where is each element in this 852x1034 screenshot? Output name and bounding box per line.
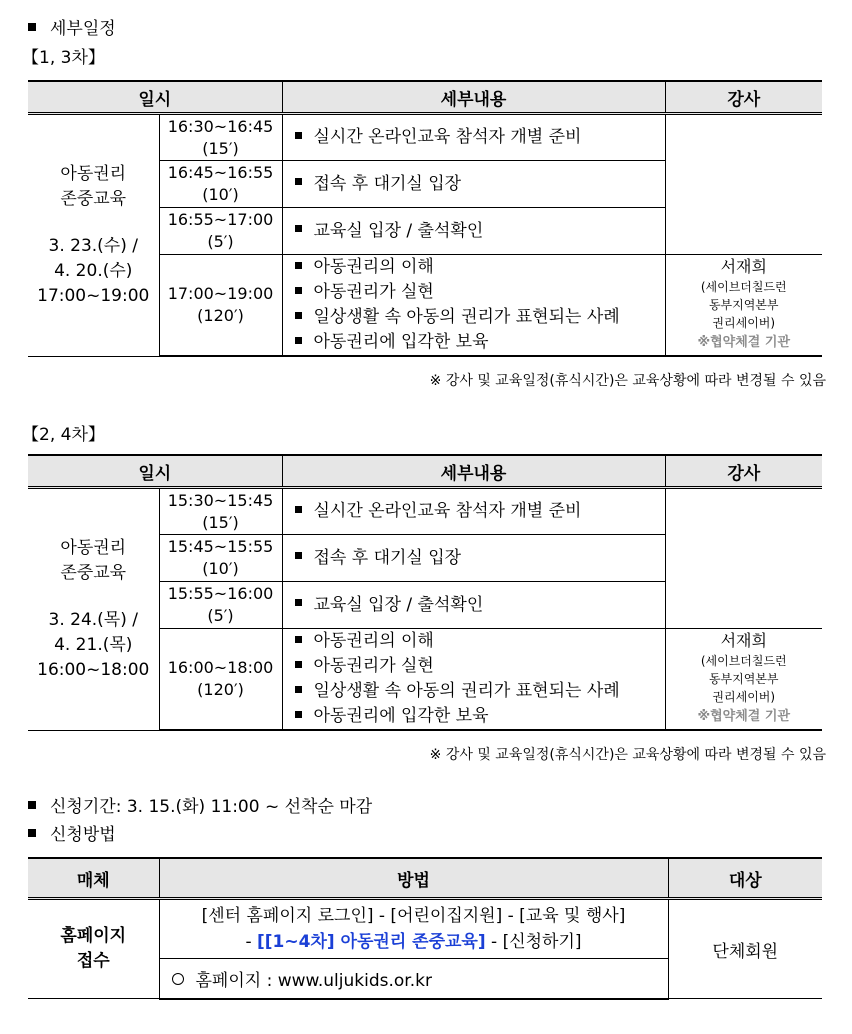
course-cell: 아동권리 존중교육 3. 24.(목) / 4. 21.(목) 16:00~18:00 (28, 488, 159, 731)
bullet-icon (28, 23, 36, 31)
section-heading-schedule: 세부일정 (28, 14, 116, 39)
homepage-url[interactable]: 홈페이지 : www.uljukids.or.kr (195, 970, 432, 991)
course-cell: 아동권리 존중교육 3. 23.(수) / 4. 20.(수) 17:00~19:00 (28, 114, 159, 357)
application-table (28, 857, 822, 1000)
header-media: 매체 (28, 858, 159, 899)
media-cell: 홈페이지 접수 (28, 899, 159, 999)
header-method: 방법 (159, 858, 668, 899)
schedule-note-2: ※ 강사 및 교육일정(휴식시간)은 교육상황에 따라 변경될 수 있음 (429, 747, 826, 763)
schedule-table-2 (28, 454, 822, 731)
time-cell: 17:00~19:00 (120′) (159, 255, 282, 357)
schedule-note-1: ※ 강사 및 교육일정(휴식시간)은 교육상황에 따라 변경될 수 있음 (429, 373, 826, 389)
bullet-icon (28, 829, 36, 837)
content-cell: 아동권리의 이해 아동권리가 실현 일상생활 속 아동의 권리가 표현되는 사례 아동권리에 입각한 보육 (282, 255, 665, 357)
bullet-icon (295, 686, 302, 693)
header-date: 일시 (28, 455, 282, 488)
instructor-cell: 서재희 (세이브더칠드런 동부지역본부 권리세이버) ※협약체결 기관 (665, 255, 822, 357)
application-period: 신청기간: 3. 15.(화) 11:00 ~ 선착순 마감 (28, 792, 372, 817)
bullet-icon (295, 132, 302, 139)
bullet-icon (295, 287, 302, 294)
bullet-icon (28, 801, 36, 809)
homepage-cell (159, 959, 668, 999)
header-target: 대상 (668, 858, 822, 899)
schedule-table-1 (28, 80, 822, 357)
content-cell: 교육실 입장 / 출석확인 (282, 208, 665, 255)
time-cell: 16:55~17:00 (5′) (159, 208, 282, 255)
time-cell: 15:45~15:55 (10′) (159, 535, 282, 582)
instructor-cell: 서재희 (세이브더칠드런 동부지역본부 권리세이버) ※협약체결 기관 (665, 629, 822, 731)
instructor-empty-cell (665, 488, 822, 629)
header-instructor: 강사 (665, 455, 822, 488)
bullet-icon (295, 599, 302, 606)
application-method-heading: 신청방법 (28, 820, 116, 845)
time-cell: 16:45~16:55 (10′) (159, 161, 282, 208)
instructor-empty-cell (665, 114, 822, 255)
time-cell: 16:00~18:00 (120′) (159, 629, 282, 731)
target-cell: 단체회원 (668, 899, 822, 999)
bullet-icon (295, 552, 302, 559)
bullet-icon (295, 636, 302, 643)
content-cell: 교육실 입장 / 출석확인 (282, 582, 665, 629)
bullet-icon (295, 337, 302, 344)
header-content: 세부내용 (282, 455, 665, 488)
time-cell: 15:55~16:00 (5′) (159, 582, 282, 629)
header-date: 일시 (28, 81, 282, 114)
content-cell: 접속 후 대기실 입장 (282, 161, 665, 208)
time-cell: 15:30~15:45 (15′) (159, 488, 282, 535)
method-path-cell: [센터 홈페이지 로그인] - [어린이집지원] - [교육 및 행사] - [[1~4차] 아동권리 존중교육] - [신청하기] (159, 899, 668, 959)
bullet-icon (295, 506, 302, 513)
bullet-icon (295, 178, 302, 185)
course-link-highlight: [[1~4차] 아동권리 존중교육] (257, 932, 486, 952)
bullet-icon (295, 661, 302, 668)
circle-icon (172, 973, 184, 985)
time-cell: 16:30~16:45 (15′) (159, 114, 282, 161)
content-cell: 접속 후 대기실 입장 (282, 535, 665, 582)
header-instructor: 강사 (665, 81, 822, 114)
content-cell: 실시간 온라인교육 참석자 개별 준비 (282, 488, 665, 535)
bullet-icon (295, 312, 302, 319)
content-cell: 아동권리의 이해 아동권리가 실현 일상생활 속 아동의 권리가 표현되는 사례 아동권리에 입각한 보육 (282, 629, 665, 731)
bullet-icon (295, 262, 302, 269)
section2-label: 【2, 4차】 (22, 425, 105, 445)
bullet-icon (295, 225, 302, 232)
header-content: 세부내용 (282, 81, 665, 114)
bullet-icon (295, 711, 302, 718)
section1-label: 【1, 3차】 (22, 48, 105, 68)
content-cell: 실시간 온라인교육 참석자 개별 준비 (282, 114, 665, 161)
